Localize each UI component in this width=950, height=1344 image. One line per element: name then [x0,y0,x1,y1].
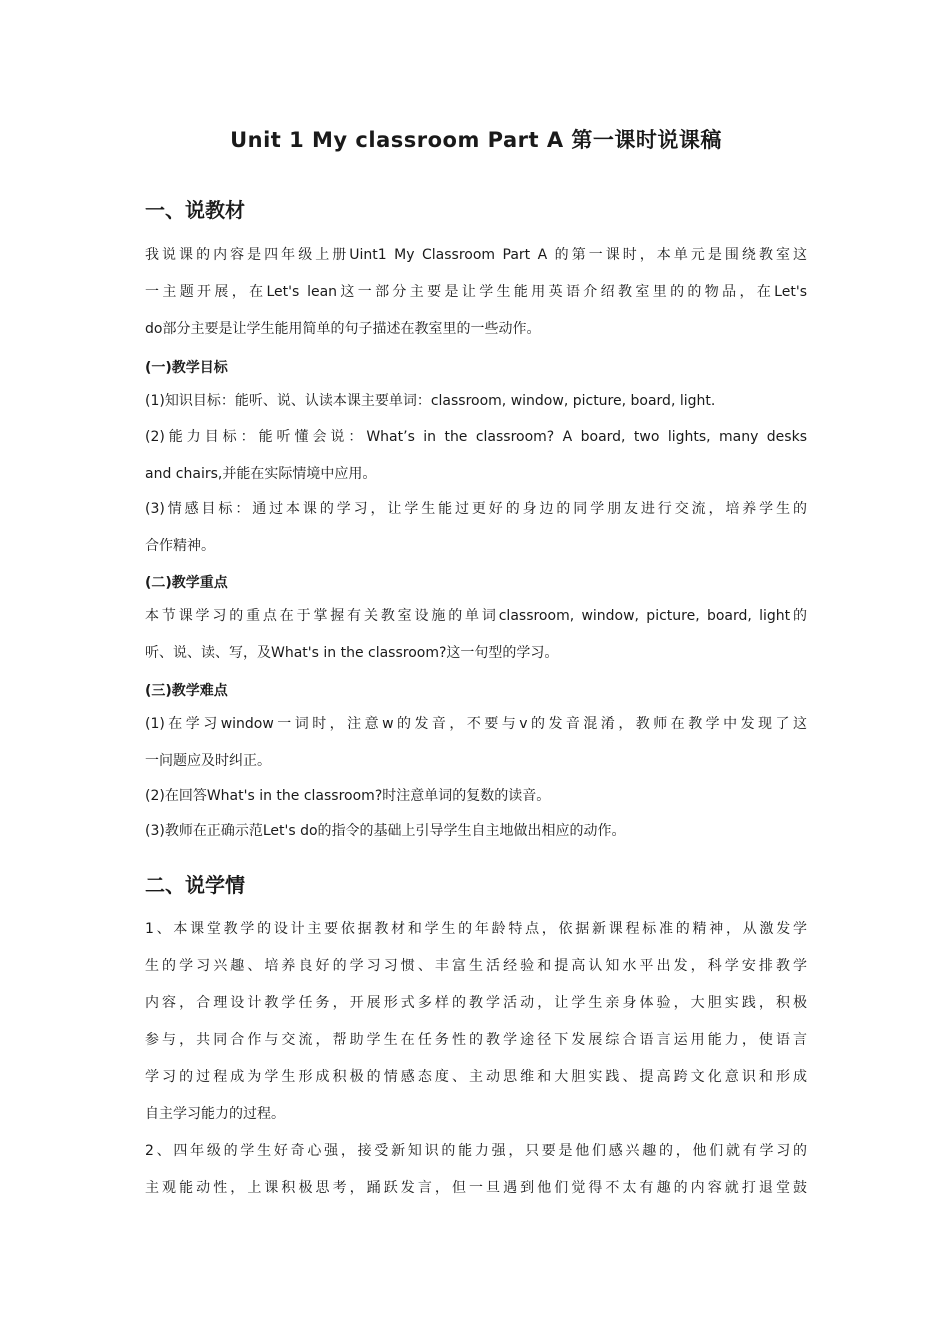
subheading-key-points: (二)教学重点 [145,575,228,591]
text-line: 一主题开展，在Let's lean这一部分主要是让学生能用英语介绍教室里的的物品，在Let's [145,284,807,300]
document-title: Unit 1 My classroom Part A 第一课时说课稿 [230,128,722,152]
text-line: 1、本课堂教学的设计主要依据教材和学生的年龄特点，依据新课程标准的精神，从激发学 [145,921,807,937]
text-line: 生的学习兴趣、培养良好的学习习惯、丰富生活经验和提高认知水平出发，科学安排教学 [145,958,807,974]
text-line: (3)教师在正确示范Let's do的指令的基础上引导学生自主地做出相应的动作。 [145,823,626,839]
text-line: (1)在学习window一词时，注意w的发音，不要与v的发音混淆，教师在教学中发现了这 [145,716,807,732]
text-line: (2)能力目标：能听懂会说：What’s in the classroom? A board, two lights, many desks [145,429,807,445]
text-line: 学习的过程成为学生形成积极的情感态度、主动思维和大胆实践、提高跨文化意识和形成 [145,1069,807,1085]
text-line: (1)知识目标：能听、说、认读本课主要单词：classroom, window, picture, board, light. [145,393,716,409]
text-line: 一问题应及时纠正。 [145,753,271,769]
text-line: 自主学习能力的过程。 [145,1106,285,1122]
difficulty-3 [145,813,807,850]
key-points-paragraph [145,598,807,672]
text-line: 2、四年级的学生好奇心强，接受新知识的能力强，只要是他们感兴趣的，他们就有学习的 [145,1143,807,1159]
text-line: (3)情感目标：通过本课的学习，让学生能过更好的身边的同学朋友进行交流，培养学生的 [145,501,807,517]
text-line: 内容，合理设计教学任务，开展形式多样的教学活动，让学生亲身体验，大胆实践，积极 [145,995,807,1011]
difficulty-1 [145,706,807,780]
goal-knowledge [145,383,807,420]
learners-paragraph-1 [145,911,807,1133]
text-line: 参与，共同合作与交流，帮助学生在任务性的教学途径下发展综合语言运用能力，使语言 [145,1032,807,1048]
text-line: do部分主要是让学生能用简单的句子描述在教室里的一些动作。 [145,321,541,337]
text-line: 听、说、读、写，及What's in the classroom?这一句型的学习。 [145,645,559,661]
learners-paragraph-2 [145,1133,807,1207]
text-line: (2)在回答What's in the classroom?时注意单词的复数的读音。 [145,788,551,804]
text-line: 我说课的内容是四年级上册Uint1 My Classroom Part A 的第一课时，本单元是围绕教室这 [145,247,807,263]
difficulty-2 [145,778,807,815]
goal-emotion [145,491,807,565]
text-line: and chairs,并能在实际情境中应用。 [145,466,377,482]
goal-ability [145,419,807,493]
text-line: 主观能动性，上课积极思考，踊跃发言，但一旦遇到他们觉得不太有趣的内容就打退堂鼓 [145,1180,807,1196]
section-heading-textbook: 一、说教材 [145,198,245,222]
text-line: 本节课学习的重点在于掌握有关教室设施的单词classroom, window, picture, board, light的 [145,608,807,624]
text-line: 合作精神。 [145,538,215,554]
subheading-teaching-goals: (一)教学目标 [145,360,228,376]
section-heading-learners: 二、说学情 [145,873,245,897]
subheading-difficulties: (三)教学难点 [145,683,228,699]
intro-paragraph [145,237,807,348]
